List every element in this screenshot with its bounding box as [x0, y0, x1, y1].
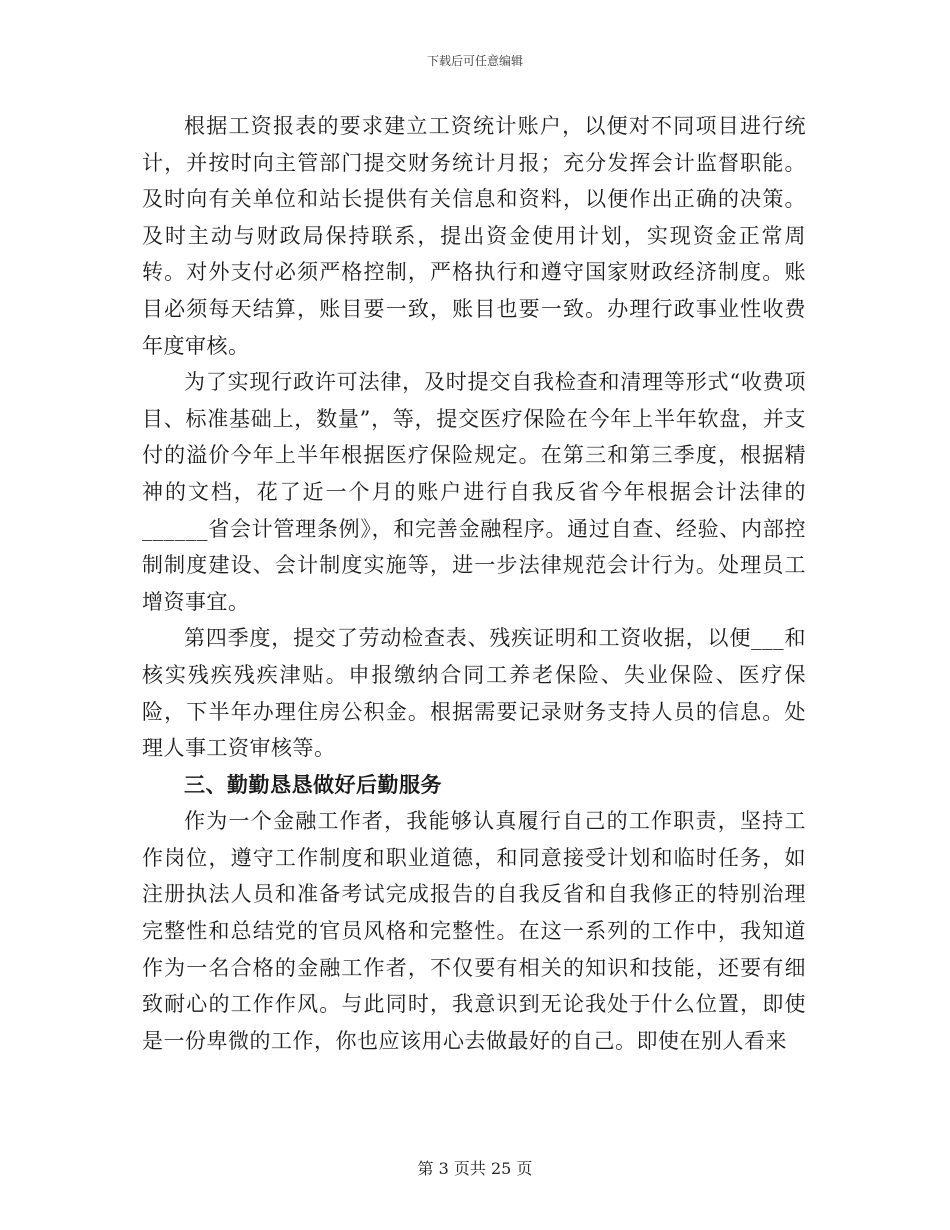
page-number: 第 3 页共 25 页 [417, 1159, 533, 1178]
paragraph-3: 第四季度，提交了劳动检查表、残疾证明和工资收据，以便___和核实残疾残疾津贴。申报缴纳合同工养老保险、失业保险、医疗保险，下半年办理住房公积金。根据需要记录财务支持人员的信息。处理人事工资审核等。 [142, 626, 806, 761]
section-heading: 三、勤勤恳恳做好后勤服务 [184, 771, 442, 797]
document-body [142, 108, 806, 1059]
paragraph-4: 作为一个金融工作者，我能够认真履行自己的工作职责，坚持工作岗位，遵守工作制度和职业道德，和同意接受计划和临时任务，如注册执法人员和准备考试完成报告的自我反省和自我修正的特别治理完整性和总结党的官员风格和完整性。在这一系列的工作中，我知道作为一名合格的金融工作者，不仅要有相关的知识和技能，还要有细致耐心的工作作风。与此同时，我意识到无论我处于什么位置，即使是一份卑微的工作，你也应该用心去做最好的自己。即使在别人看来 [142, 809, 806, 1053]
paragraph-1: 根据工资报表的要求建立工资统计账户，以便对不同项目进行统计，并按时向主管部门提交财务统计月报；充分发挥会计监督职能。及时向有关单位和站长提供有关信息和资料，以便作出正确的决策。及时主动与财政局保持联系，提出资金使用计划，实现资金正常周转。对外支付必须严格控制，严格执行和遵守国家财政经济制度。账目必须每天结算，账目要一致，账目也要一致。办理行政事业性收费年度审核。 [142, 114, 806, 358]
paragraph-2: 为了实现行政许可法律，及时提交自我检查和清理等形式“收费项目、标准基础上，数量”，等，提交医疗保险在今年上半年软盘，并支付的溢价今年上半年根据医疗保险规定。在第三和第三季度，根据精神的文档，花了近一个月的账户进行自我反省今年根据会计法律的______省会计管理条例》，和完善金融程序。通过自查、经验、内部控制制度建设、会计制度实施等，进一步法律规范会计行为。处理员工增资事宜。 [142, 370, 806, 614]
page-header-note: 下载后可任意编辑 [426, 54, 523, 68]
